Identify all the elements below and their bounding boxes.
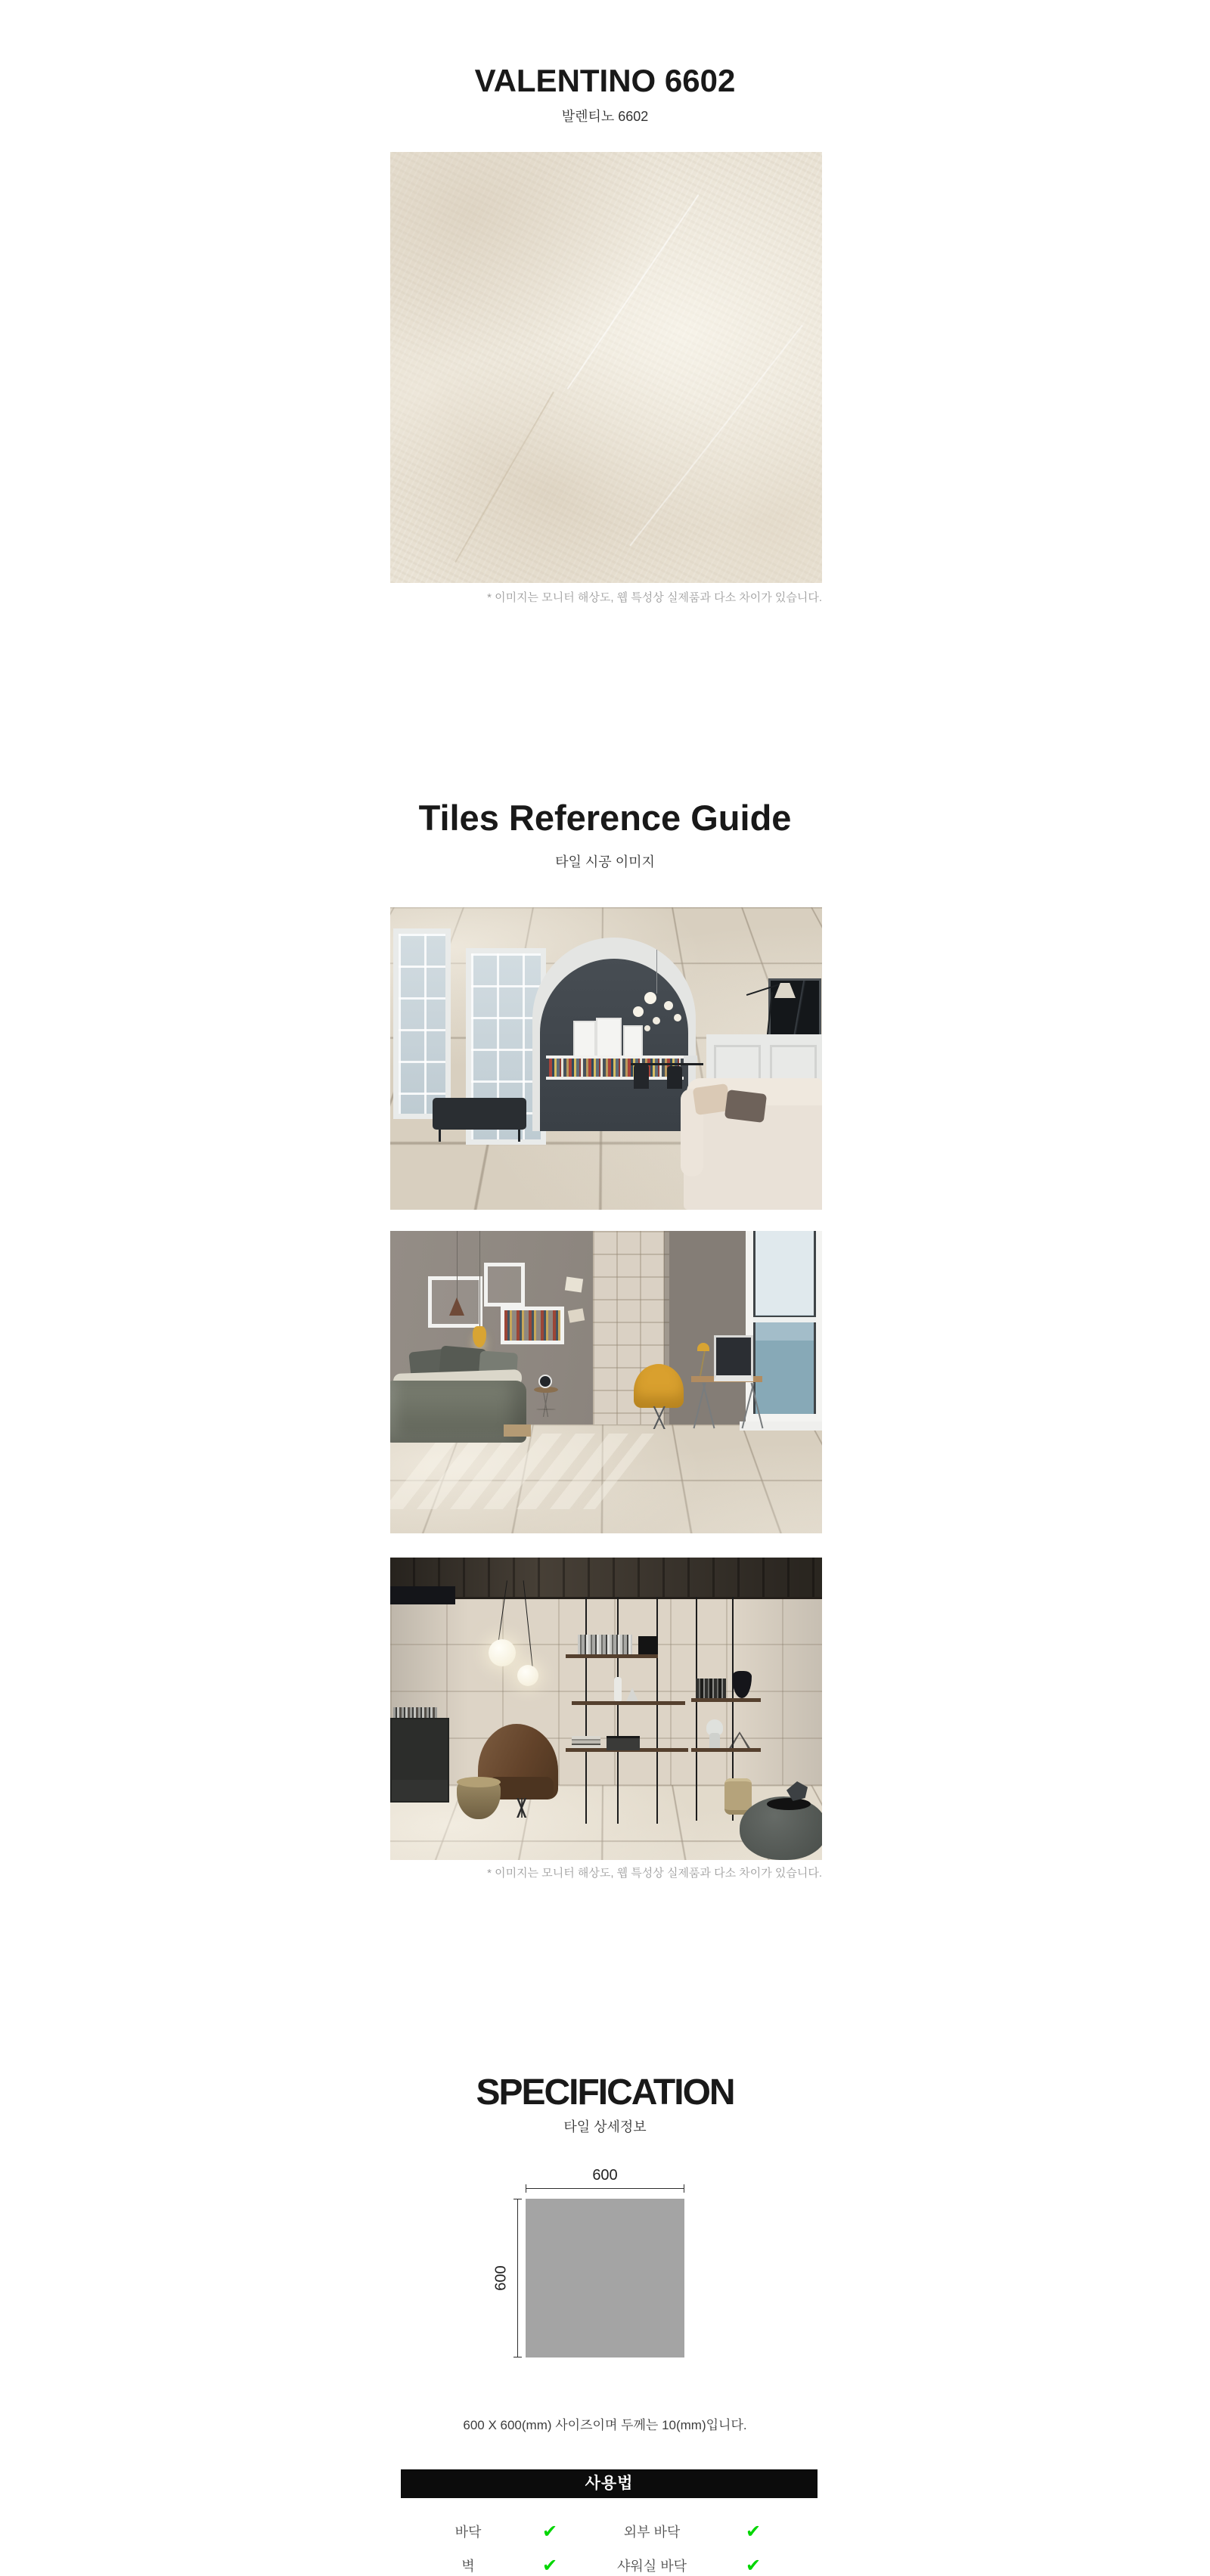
white-vase — [614, 1677, 622, 1701]
image-disclaimer-caption: * 이미지는 모니터 해상도, 웹 특성상 실제품과 다소 차이가 있습니다. — [487, 591, 822, 604]
reference-guide-title: Tiles Reference Guide — [418, 798, 792, 838]
laptop — [684, 1056, 697, 1063]
usage-label-exterior-floor: 외부 바닥 — [623, 2525, 681, 2540]
sculpture-bust-neck — [709, 1733, 720, 1748]
product-subtitle: 발렌티노 6602 — [561, 109, 649, 124]
tile-size-diagram-square — [526, 2199, 684, 2357]
window — [393, 928, 451, 1119]
usage-label-floor: 바닥 — [455, 2525, 482, 2540]
chandelier-stem — [656, 950, 657, 994]
reference-photo-bedroom — [390, 1231, 822, 1533]
check-icon: ✔ — [745, 2556, 762, 2576]
reference-photo-loft-lounge — [390, 1558, 822, 1860]
black-beam — [390, 1586, 455, 1604]
desk-lamp — [697, 1343, 709, 1351]
tile-vein-texture — [629, 325, 802, 547]
shelving-pole — [617, 1597, 619, 1824]
shelving-pole — [656, 1597, 658, 1824]
book-stack — [572, 1736, 600, 1748]
dining-chair — [634, 1065, 649, 1089]
globe-chandelier — [644, 992, 656, 1004]
book-row — [549, 1059, 681, 1077]
wood-shelf — [691, 1748, 761, 1752]
image-disclaimer-caption: * 이미지는 모니터 해상도, 웹 특성상 실제품과 다소 차이가 있습니다. — [487, 1867, 822, 1880]
product-tile-swatch-image — [390, 152, 822, 583]
wood-shelf — [691, 1698, 761, 1702]
postcard — [568, 1308, 585, 1322]
window-mullion — [753, 1316, 816, 1322]
floating-shelf — [546, 1077, 684, 1080]
tile-vein-texture — [566, 194, 699, 389]
globe-pendant-light — [489, 1639, 516, 1666]
chair-star-base — [501, 1798, 543, 1818]
usage-table-row — [0, 2555, 1210, 2576]
usage-table-row — [0, 2521, 1210, 2543]
dining-chair — [667, 1066, 682, 1089]
tile-height-dimension-label: 600 — [492, 2265, 510, 2291]
window — [746, 1231, 822, 1421]
usage-section-header: 사용법 — [401, 2469, 818, 2498]
check-icon: ✔ — [745, 2522, 762, 2542]
usage-label-wall: 벽 — [461, 2559, 475, 2574]
pendant-cord — [457, 1231, 458, 1299]
shelving-pole — [585, 1597, 587, 1824]
window-pane-sea-view — [753, 1231, 816, 1414]
height-dimension-line — [517, 2199, 518, 2357]
framed-poster — [623, 1025, 643, 1057]
wall-shelf-with-books — [501, 1307, 564, 1344]
product-title: VALENTINO 6602 — [474, 63, 736, 98]
check-icon: ✔ — [541, 2522, 558, 2542]
wall-box-frame — [484, 1263, 525, 1307]
black-box — [638, 1636, 658, 1654]
check-icon: ✔ — [541, 2556, 558, 2576]
shelving-pole — [696, 1597, 697, 1821]
beige-tile-wall — [390, 1597, 822, 1787]
framed-poster — [596, 1018, 622, 1057]
reference-guide-subtitle: 타일 시공 이미지 — [555, 854, 655, 870]
tile-size-description: 600 X 600(mm) 사이즈이며 두께는 10(mm)입니다. — [463, 2418, 747, 2432]
globe-pendant-light — [517, 1665, 538, 1686]
specification-title: SPECIFICATION — [476, 2072, 734, 2113]
usage-label-shower-floor: 샤워실 바닥 — [617, 2559, 687, 2574]
pendant-cord — [479, 1231, 480, 1328]
side-table-top — [457, 1777, 501, 1787]
books-on-shelf — [578, 1635, 632, 1654]
postcard — [565, 1277, 583, 1293]
framed-poster — [573, 1021, 596, 1057]
wood-bed-base — [504, 1424, 531, 1437]
books-on-shelf — [696, 1679, 726, 1698]
side-table-legs — [535, 1391, 557, 1417]
wood-shelf — [572, 1701, 685, 1705]
specification-subtitle: 타일 상세정보 — [563, 2119, 647, 2134]
tile-vein-texture — [455, 392, 554, 563]
framed-artwork — [768, 978, 821, 1042]
chair-legs — [643, 1406, 676, 1429]
computer-monitor — [714, 1335, 753, 1381]
bench-legs — [439, 1130, 520, 1142]
wood-shelf — [566, 1654, 658, 1658]
tile-width-dimension-label: 600 — [592, 2167, 618, 2184]
books-on-cabinet — [393, 1707, 437, 1718]
reference-photo-living-room — [390, 907, 822, 1210]
dark-bench — [433, 1098, 526, 1130]
black-radio — [607, 1736, 640, 1750]
width-dimension-line — [526, 2188, 684, 2189]
dark-console-cabinet — [390, 1718, 449, 1803]
sofa-pillow — [724, 1090, 767, 1123]
alarm-clock — [538, 1375, 552, 1388]
black-tray — [767, 1798, 811, 1810]
window-sill — [740, 1421, 822, 1431]
